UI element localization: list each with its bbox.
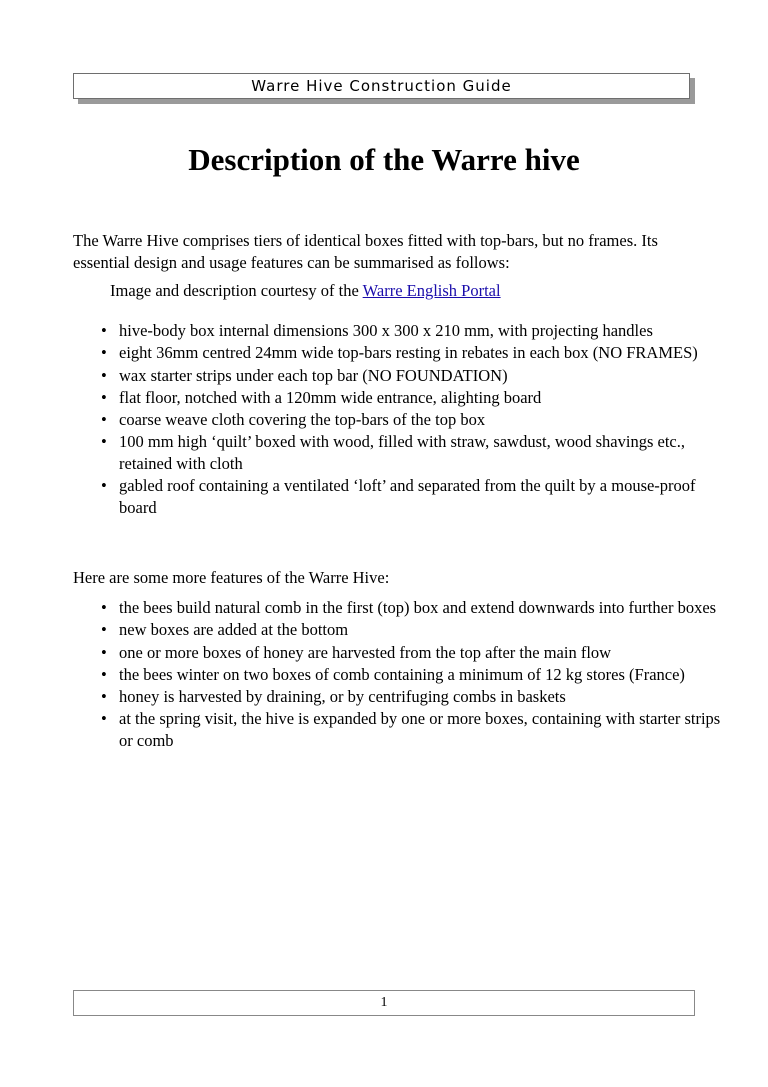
design-features-list bbox=[73, 320, 729, 519]
page-number: 1 bbox=[380, 995, 388, 1010]
list-item: • 100 mm high ‘quilt’ boxed with wood, filled with straw, sawdust, wood shavings etc., retained with cloth bbox=[119, 431, 729, 474]
list-item: • at the spring visit, the hive is expanded by one or more boxes, containing with starter strips or comb bbox=[119, 708, 729, 751]
courtesy-line bbox=[110, 280, 501, 302]
warre-english-portal-link[interactable]: Warre English Portal bbox=[362, 281, 501, 300]
list-item: • the bees build natural comb in the first (top) box and extend downwards into further boxes bbox=[119, 597, 729, 619]
list-item: • hive-body box internal dimensions 300 x 300 x 210 mm, with projecting handles bbox=[119, 320, 729, 342]
page-footer bbox=[73, 990, 695, 1016]
list-item: • new boxes are added at the bottom bbox=[119, 619, 729, 641]
list-item: • wax starter strips under each top bar (NO FOUNDATION) bbox=[119, 365, 729, 387]
list-item: • gabled roof containing a ventilated ‘loft’ and separated from the quilt by a mouse-proof board bbox=[119, 475, 729, 518]
list-item: • flat floor, notched with a 120mm wide entrance, alighting board bbox=[119, 387, 729, 409]
more-features-list bbox=[73, 597, 729, 752]
list-item: • eight 36mm centred 24mm wide top-bars resting in rebates in each box (NO FRAMES) bbox=[119, 342, 729, 364]
page-header bbox=[73, 73, 690, 99]
list-item: • the bees winter on two boxes of comb containing a minimum of 12 kg stores (France) bbox=[119, 664, 729, 686]
more-features-heading: Here are some more features of the Warre Hive: bbox=[73, 568, 390, 587]
courtesy-prefix: Image and description courtesy of the bbox=[110, 281, 363, 300]
list-item: • coarse weave cloth covering the top-bars of the top box bbox=[119, 409, 729, 431]
header-title: Warre Hive Construction Guide bbox=[251, 77, 512, 95]
list-item: • one or more boxes of honey are harvested from the top after the main flow bbox=[119, 642, 729, 664]
intro-paragraph: The Warre Hive comprises tiers of identical boxes fitted with top-bars, but no frames. Its essential design and usage features can be summarised as follows: bbox=[73, 231, 658, 272]
list-item: • honey is harvested by draining, or by centrifuging combs in baskets bbox=[119, 686, 729, 708]
page-title: Description of the Warre hive bbox=[188, 142, 580, 177]
